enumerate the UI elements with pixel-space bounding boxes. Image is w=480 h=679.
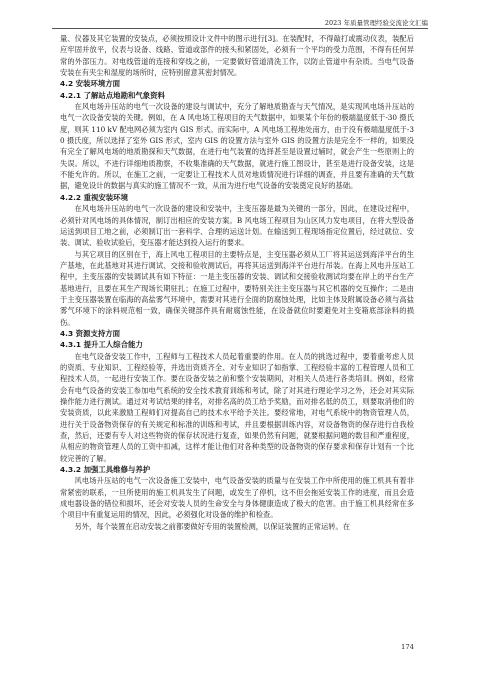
paragraph: 与其它项目的区别在于，海上风电工程项目的主要特点是，主变压器必须从工厂将其运送到海洋平台的生产基地，在此基地对其进行调试、交接和验收测试后，再将其运送到海洋平台进行吊装。在海上风电升压站工程中，主变压器的安装调试具有如下特征：一是主变压器的安装、调试和交接验收测试均要在岸上的平台生产基地进行，且要在其生产现场长期驻扎；在施工过程中，要特别关注主变压器与其它机器的交互操作；二是由于主变压器装置在临海的高盐雾气环境中，需要对其进行全面的防腐蚀处理，比如主体及附属设备必须与高盐雾气环境下的涂料规范相一致，确保关键部件具有耐腐蚀性能，在设备就位时要避免对主变箱底部涂料的损伤。: [60, 249, 414, 327]
page-number: 174: [401, 643, 414, 651]
paragraph: 在风电场升压站的电气一次设备的建设和安装中，主变压器是最为关键的一部分，因此，在建设过程中，必须针对风电场的具体情况，制订出相应的安装方案。B 风电场工程项目为山区风力发电项目，在将大型设备运送到项目工地之前，必须制订出一套科学、合理的运送计划。在输送到工程现场指定位置后，经过就位、安装、调试、验收试验后，变压器才能达到投入运行的要求。: [60, 204, 414, 248]
subsection-heading: 4.2.2 重视安装环境: [60, 192, 128, 202]
section-heading: 4.2 安装环境方面: [60, 79, 121, 89]
subsection-heading: 4.2.1 了解站点地勘和气象资料: [60, 90, 165, 100]
paragraph: 另外，每个装置在启动安装之前都要做好专用的装置检测，以保证装置的正常运转。在: [74, 521, 351, 531]
section-heading: 4.3 资源支持方面: [60, 328, 121, 338]
subsection-heading: 4.3.2 加强工具维修与养护: [60, 465, 151, 475]
paragraph: 在电气设备安装工作中，工程师与工程技术人员起着重要的作用。在人员的挑选过程中，要着重考虑人员的资质、专业知识、工程经验等，并选出资质齐全、对专业知识了如指掌、工程经验丰富的工程管理人员和工程技术人员，一起进行安装工作。要在设备安装之前和整个安装期间，对相关人员进行各类培训。例如，经常会有电气设备的安装工参加电气系统的安全技术教育训练和考试，除了对其进行理论学习之外，还会对其实际操作能力进行测试。通过对考试结果的排名，对排名高的员工给予奖励，而对排名低的员工，则要取消他们的安装资质，以此来激励工程师们对提高自己的技术水平给予关注。要经常地，对电气系统中的物资管理人员，进行关于设备物资保存的有关规定和标准的训练和考试，并且要根据训练内容，对设备物资的保存进行自我检查，然后，还要有专人对这些物资的保存状况进行复查，如果仍然有问题，就要根据问题的数目和严重程度，从相应的物资管理人员的工资中扣减，这样才能让他们对各种类型的设备物资的保存要求和保存计划有一个比较完善的了解。: [60, 351, 414, 463]
running-header: 2023 年质量管理经验交流论文汇编: [324, 19, 428, 27]
subsection-heading: 4.3.1 提升工人综合能力: [60, 340, 143, 350]
paragraph: 在风电场升压站的电气一次设备的建设与调试中，充分了解地质勘查与天气情况，是实现风电场升压站的电气一次设备安装的关键。例如，在 A 风电场工程项目的天气数据中，如果某个年份的极端温度低于-30 摄氏度，则其 110 kV 配电网必须为室内 GIS 形式。而实际中，A 风电场工程地处南方，由于没有极端温度低于-30 摄氏度，所以选择了室外 GIS 形式，室内 GIS 的设置方法与室外 GIS 的设置方法是完全不一样的，如果没有完全了解风电场的地质勘探和天气数据，在进行电气装置的选择甚至是设置过辅时，就会产生一些原则上的失误。所以，不进行详细地质勘察，不收集准确的天气数据，就进行施工图设计，甚至是进行设备安装，这是不能允许的。所以，在施工之前，一定要让工程技术人员对地质情况进行详细的调查，并且要有准确的天气数据，避免设计的数据与真实的施工情况不一致，从而为进行电气设备的安装奠定良好的基础。: [60, 102, 414, 191]
paragraph: 量、仪器及其它装置的安装点，必须按照设计文件中的图示进行[3]。在装配时，不得敲打或震动仪表，装配后应牢固并放平，仪表与设备、线路、管道或部件的接头和紧固处，必须有一个平均的受力范围，不得有任何异常的外部压力。对电线管道的连接和穿线之前，一定要做好管道清洗工作，以防止管道中有杂质。当电气设备安装在有夹尘和湿度的场所时，应特别留意其密封情况。: [60, 34, 414, 78]
header-rule: [52, 28, 428, 29]
body-text: [60, 33, 414, 532]
paragraph: 风电场升压站的电气一次设备施工安装中，电气设备安装的质量与在安装工作中所使用的施工机具有着非常紧密的联系，一旦所使用的施工机具发生了问题，或发生了停机，这不但会拖延安装工作的进度，而且会造成电器设备的错位和损坏，还会对安装人员的生命安全与身体健康造成了极大的危害。由于施工机具经常在多个项目中有重复运用的情况，因此，必须强化对设备的维护和检查。: [60, 476, 414, 520]
